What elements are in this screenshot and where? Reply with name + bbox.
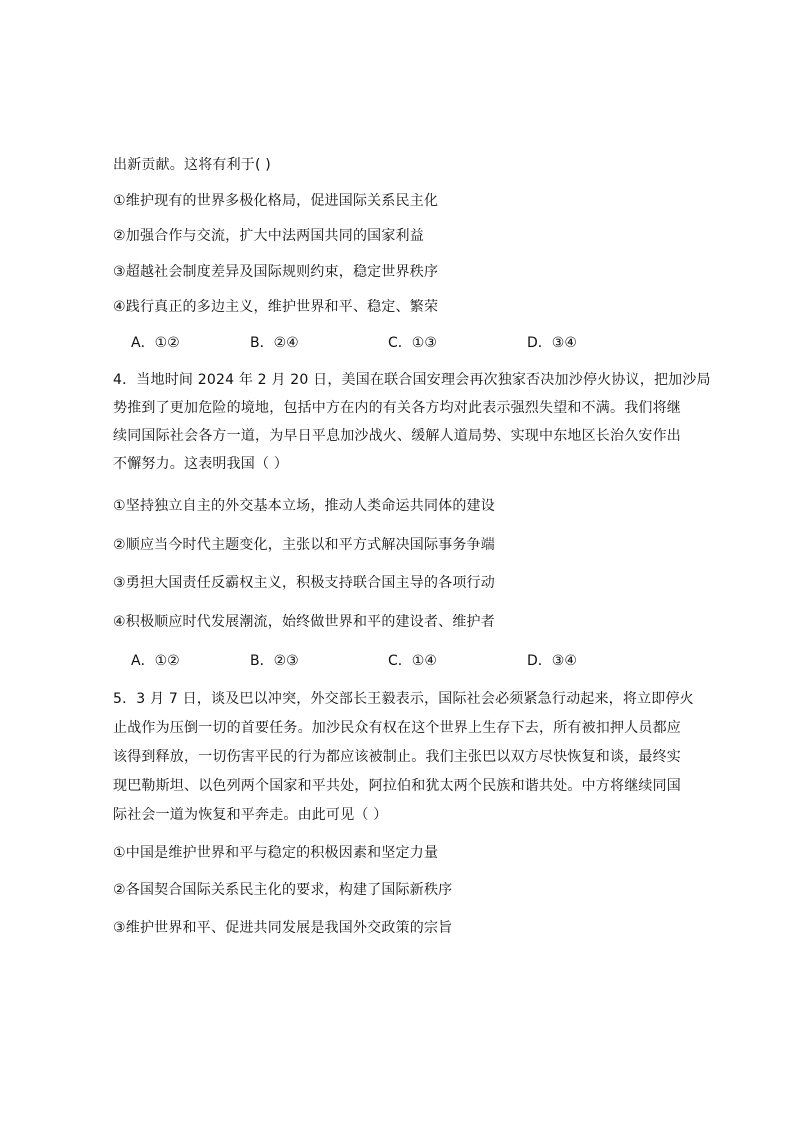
q4-stem-line-1: 4．当地时间 2024 年 2 月 20 日，美国在联合国安理会再次独家否决加沙停火协议，把加沙局 <box>113 372 711 388</box>
q5-item-1: ①中国是维护世界和平与稳定的积极因素和坚定力量 <box>113 845 439 861</box>
q4-stem-line-4: 不懈努力。这表明我国（ ） <box>113 456 289 472</box>
q5-stem-line-5: 际社会一道为恢复和平奔走。由此可见（ ） <box>113 807 388 823</box>
q5-item-3: ③维护世界和平、促进共同发展是我国外交政策的宗旨 <box>113 920 453 936</box>
q3-item-4: ④践行真正的多边主义，维护世界和平、稳定、繁荣 <box>113 299 439 315</box>
q3-option-b[interactable]: B．②④ <box>250 335 299 351</box>
q3-option-c[interactable]: C．①③ <box>388 335 437 351</box>
q4-item-2: ②顺应当今时代主题变化，主张以和平方式解决国际事务争端 <box>113 537 495 553</box>
q3-option-a[interactable]: A．①② <box>131 335 180 351</box>
q3-option-d[interactable]: D．③④ <box>527 335 577 351</box>
q5-item-2: ②各国契合国际关系民主化的要求，构建了国际新秩序 <box>113 882 453 898</box>
q4-item-4: ④积极顺应时代发展潮流，始终做世界和平的建设者、维护者 <box>113 614 495 630</box>
q4-option-c[interactable]: C．①④ <box>388 653 437 669</box>
q4-item-3: ③勇担大国责任反霸权主义，积极支持联合国主导的各项行动 <box>113 575 495 591</box>
q3-stem-tail: 出新贡献。这将有利于( ) <box>113 157 271 173</box>
q4-option-d[interactable]: D．③④ <box>527 653 577 669</box>
q5-stem-line-2: 止战作为压倒一切的首要任务。加沙民众有权在这个世界上生存下去，所有被扣押人员都应 <box>113 720 681 736</box>
q5-stem-line-3: 该得到释放，一切伤害平民的行为都应该被制止。我们主张巴以双方尽快恢复和谈，最终实 <box>113 749 681 765</box>
q3-item-3: ③超越社会制度差异及国际规则约束，稳定世界秩序 <box>113 264 439 280</box>
q4-stem-line-2: 势推到了更加危险的境地，包括中方在内的有关各方均对此表示强烈失望和不满。我们将继 <box>113 400 681 416</box>
q4-option-b[interactable]: B．②③ <box>250 653 299 669</box>
q3-item-2: ②加强合作与交流，扩大中法两国共同的国家利益 <box>113 228 424 244</box>
q4-item-1: ①坚持独立自主的外交基本立场，推动人类命运共同体的建设 <box>113 498 495 514</box>
q3-options <box>131 333 691 353</box>
q4-stem-line-3: 续同国际社会各方一道，为早日平息加沙战火、缓解人道局势、实现中东地区长治久安作出 <box>113 428 681 444</box>
q3-item-1: ①维护现有的世界多极化格局，促进国际关系民主化 <box>113 193 439 209</box>
q4-option-a[interactable]: A．①② <box>131 653 180 669</box>
q5-stem-line-1: 5．3 月 7 日，谈及巴以冲突，外交部长王毅表示，国际社会必须紧急行动起来，将立即停火 <box>113 691 694 707</box>
q5-stem-line-4: 现巴勒斯坦、以色列两个国家和平共处，阿拉伯和犹太两个民族和谐共处。中方将继续同国 <box>113 778 681 794</box>
q4-options <box>131 651 691 671</box>
